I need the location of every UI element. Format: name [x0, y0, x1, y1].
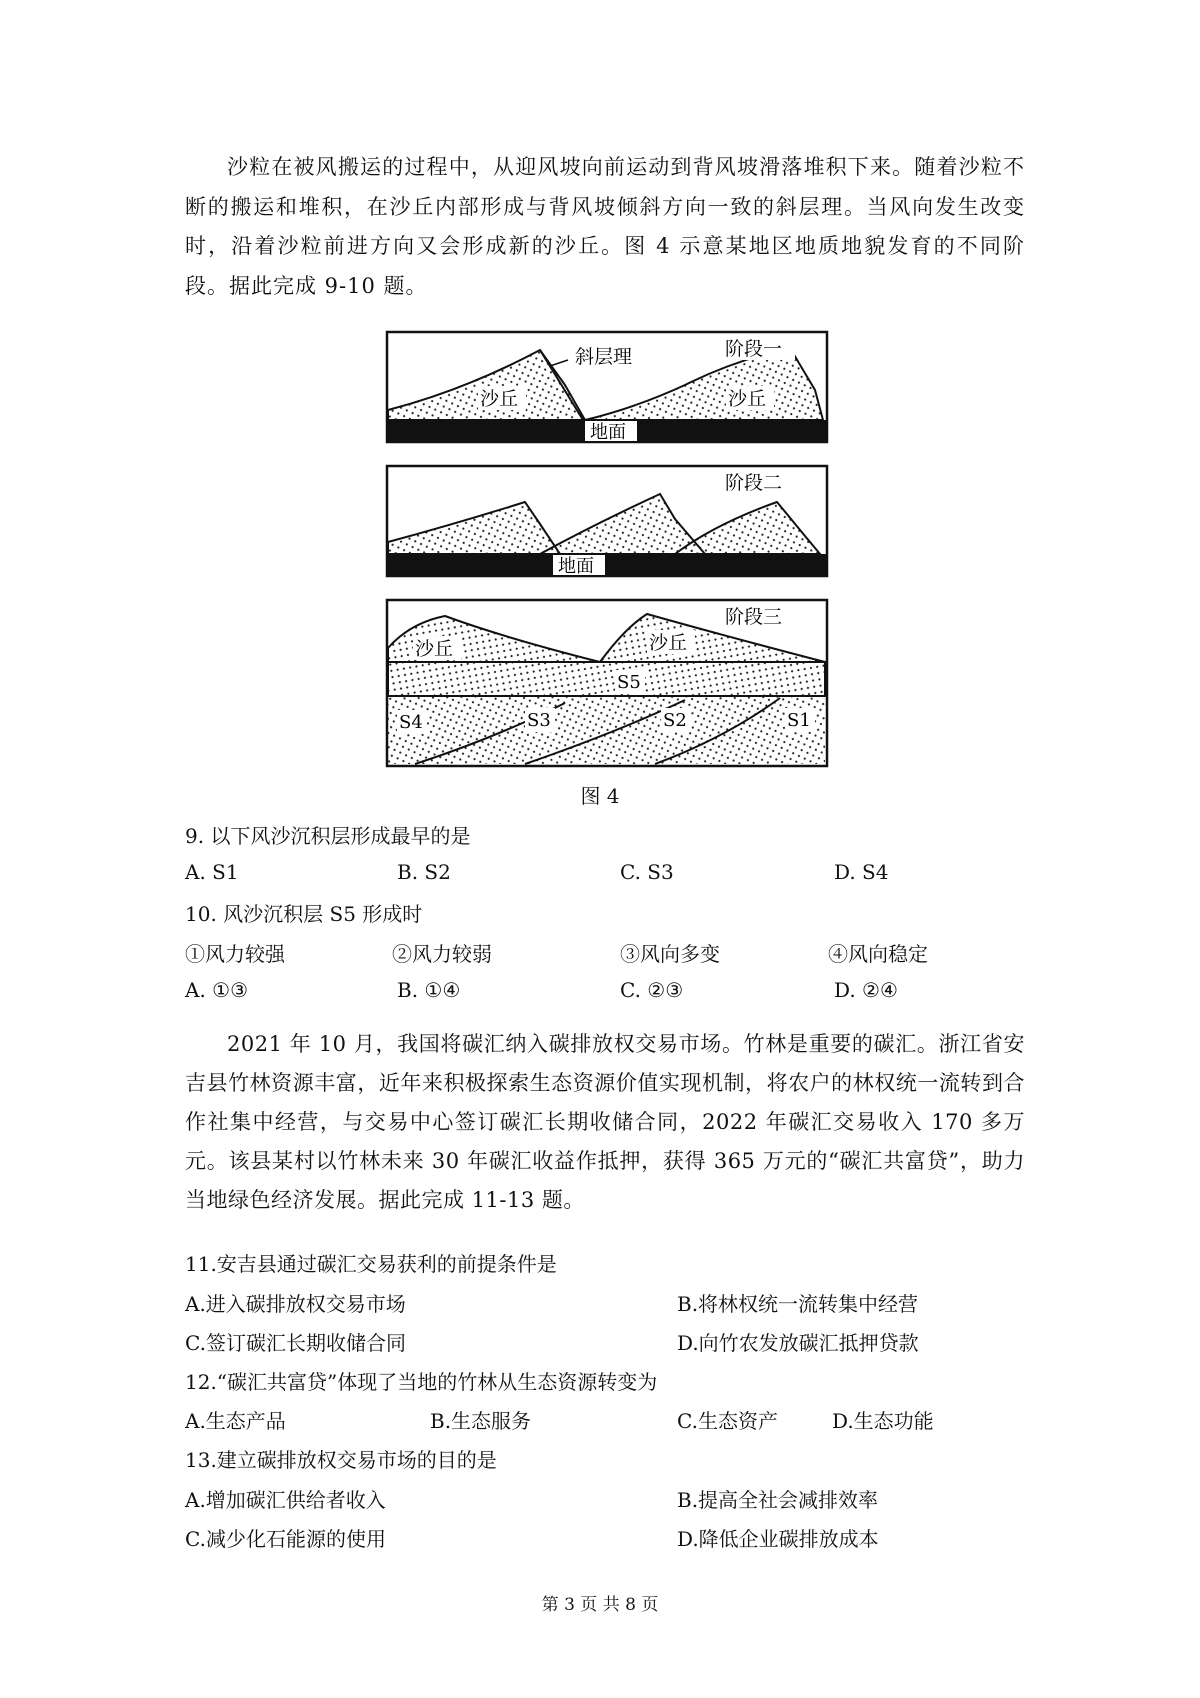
- figure-4-diagram: [385, 330, 831, 770]
- dune-label-3: 沙丘: [415, 638, 454, 660]
- q9-option-a[interactable]: A. S1: [185, 860, 239, 884]
- question-10-stem: 10. 风沙沉积层 S5 形成时: [185, 902, 423, 926]
- q13-option-d[interactable]: D.降低企业碳排放成本: [677, 1527, 879, 1551]
- question-11-stem: 11.安吉县通过碳汇交易获利的前提条件是: [185, 1252, 557, 1276]
- q9-option-d[interactable]: D. S4: [834, 860, 889, 884]
- q12-option-c[interactable]: C.生态资产: [677, 1409, 778, 1433]
- stage-3-label: 阶段三: [725, 606, 783, 628]
- q10-option-d[interactable]: D. ②④: [834, 978, 898, 1002]
- q11-option-d[interactable]: D.向竹农发放碳汇抵押贷款: [677, 1331, 919, 1355]
- cross-bedding-label: 斜层理: [575, 346, 633, 368]
- q13-option-c[interactable]: C.减少化石能源的使用: [185, 1527, 386, 1551]
- q10-item-3: ③风向多变: [620, 942, 720, 966]
- q13-option-a[interactable]: A.增加碳汇供给者收入: [185, 1488, 386, 1512]
- layer-s1-label: S1: [787, 710, 811, 731]
- q9-option-b[interactable]: B. S2: [397, 860, 451, 884]
- q11-option-b[interactable]: B.将林权统一流转集中经营: [677, 1292, 919, 1316]
- intro-paragraph-dunes: 沙粒在被风搬运的过程中，从迎风坡向前运动到背风坡滑落堆积下来。随着沙粒不断的搬运和堆积，在沙丘内部形成与背风坡倾斜方向一致的斜层理。当风向发生改变时，沿着沙粒前进方向又会形成新的沙丘。图 4 示意某地区地质地貌发育的不同阶段。据此完成 9-10 题。: [185, 155, 1025, 298]
- stage-1-label: 阶段一: [725, 338, 783, 360]
- layer-s3-label: S3: [527, 710, 551, 731]
- layer-s5-label: S5: [617, 672, 641, 693]
- figure-caption: 图 4: [580, 784, 620, 808]
- q12-option-d[interactable]: D.生态功能: [832, 1409, 934, 1433]
- question-12-stem: 12.“碳汇共富贷”体现了当地的竹林从生态资源转变为: [185, 1370, 658, 1394]
- q12-option-b[interactable]: B.生态服务: [430, 1409, 532, 1433]
- stage-2-panel: [387, 466, 827, 577]
- q9-option-c[interactable]: C. S3: [620, 860, 674, 884]
- stage-1-panel: [387, 332, 827, 443]
- stage-3-panel: [387, 600, 827, 766]
- q10-option-a[interactable]: A. ①③: [185, 978, 249, 1002]
- intro-paragraph-carbon-sink: 2021 年 10 月，我国将碳汇纳入碳排放权交易市场。竹林是重要的碳汇。浙江省安吉县竹林资源丰富，近年来积极探索生态资源价值实现机制，将农户的林权统一流转到合作社集中经营，与交易中心签订碳汇长期收储合同，2022 年碳汇交易收入 170 多万元。该县某村以竹林未来 30 年碳汇收益作抵押，获得 365 万元的“碳汇共富贷”，助力当地绿色经济发展。据此完成 11-13 题。: [185, 1032, 1025, 1212]
- q10-option-c[interactable]: C. ②③: [620, 978, 684, 1002]
- dune-label-4: 沙丘: [649, 632, 688, 654]
- q10-item-1: ①风力较强: [185, 942, 285, 966]
- ground-label-1: 地面: [590, 422, 626, 443]
- q10-item-4: ④风向稳定: [828, 942, 928, 966]
- layer-s4-label: S4: [399, 712, 423, 733]
- q11-option-a[interactable]: A.进入碳排放权交易市场: [185, 1292, 406, 1316]
- q10-option-b[interactable]: B. ①④: [397, 978, 461, 1002]
- layer-s2-label: S2: [663, 710, 687, 731]
- q11-option-c[interactable]: C.签订碳汇长期收储合同: [185, 1331, 406, 1355]
- question-13-stem: 13.建立碳排放权交易市场的目的是: [185, 1448, 497, 1472]
- q12-option-a[interactable]: A.生态产品: [185, 1409, 286, 1433]
- q13-option-b[interactable]: B.提高全社会减排效率: [677, 1488, 879, 1512]
- page-footer: 第 3 页 共 8 页: [541, 1595, 659, 1615]
- dune-label-1: 沙丘: [480, 388, 519, 410]
- question-9-stem: 9. 以下风沙沉积层形成最早的是: [185, 824, 471, 848]
- q10-item-2: ②风力较弱: [392, 942, 492, 966]
- stage-2-label: 阶段二: [725, 472, 783, 494]
- dune-label-2: 沙丘: [728, 388, 767, 410]
- ground-label-2: 地面: [558, 556, 594, 577]
